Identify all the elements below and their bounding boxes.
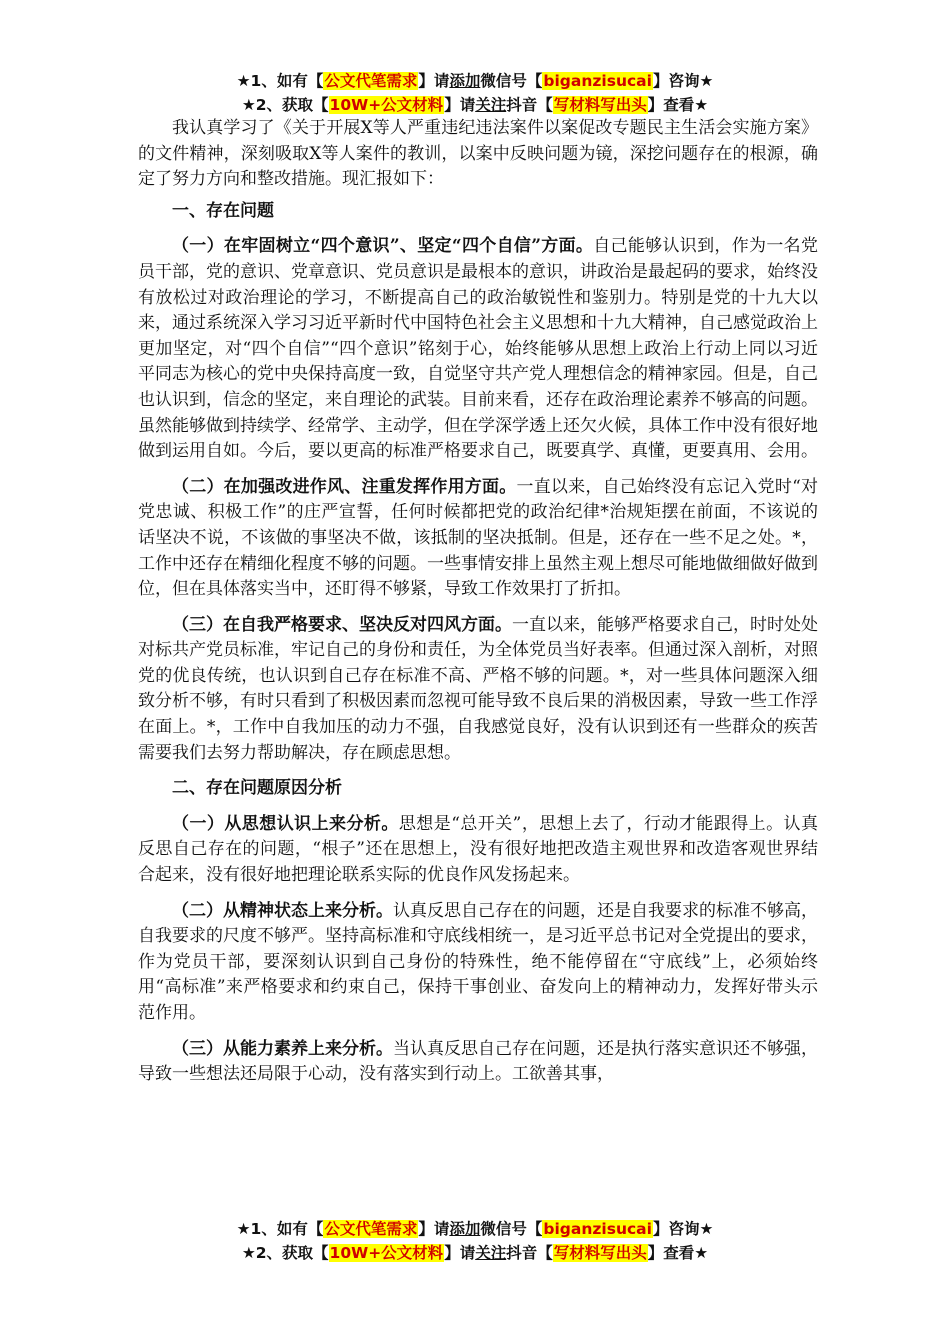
promo-emphasis: 关注 xyxy=(475,1244,507,1262)
promo-text: ★2、获取【 xyxy=(241,1244,329,1262)
promo-highlight: 10W+公文材料 xyxy=(329,96,444,114)
document-body xyxy=(138,116,818,1098)
paragraph xyxy=(138,613,818,767)
promo-banner-top-line2 xyxy=(0,94,950,116)
promo-emphasis: 添加 xyxy=(449,1220,481,1238)
promo-douyin-id: 写材料写出头 xyxy=(553,96,647,114)
promo-text: 】请 xyxy=(444,96,476,114)
paragraph-lead: （二）从精神状态上来分析。 xyxy=(172,900,393,921)
promo-text: 微信号【 xyxy=(480,72,543,90)
paragraph-text: 思想是“总开关”，思想上去了，行动才能跟得上。认真反思自己存在的问题，“根子”还在思想上，没有很好地把改造主观世界和改造客观世界结合起来，没有很好地把理论联系实际的优良作风发扬起来。 xyxy=(138,813,818,886)
promo-text: 抖音【 xyxy=(506,1244,553,1262)
promo-text: 】请 xyxy=(418,72,450,90)
paragraph xyxy=(138,475,818,603)
paragraph-text: 自己能够认识到，作为一名党员干部，党的意识、党章意识、党员意识是最根本的意识，讲政治是最起码的要求，始终没有放松过对政治理论的学习，不断提高自己的政治敏锐性和鉴别力。特别是党的十九大以来，通过系统深入学习习近平新时代中国特色社会主义思想和十九大精神，自己感觉政治上更加坚定，对“四个自信”“四个意识”铭刻于心，始终能够从思想上政治上行动上同以习近平同志为核心的党中央保持高度一致，自觉坚守共产党人理想信念的精神家园。但是，自己也认识到，信念的坚定，来自理论的武装。目前来看，还存在政治理论素养不够高的问题。虽然能够做到持续学、经常学、主动学，但在学深学透上还欠火候，具体工作中没有很好地做到运用自如。今后，要以更高的标准严格要求自己，既要真学、真懂，更要真用、会用。 xyxy=(138,236,818,462)
promo-douyin-id: 写材料写出头 xyxy=(553,1244,647,1262)
promo-text: 抖音【 xyxy=(506,96,553,114)
promo-highlight: 公文代笔需求 xyxy=(324,1220,418,1238)
promo-text: 】请 xyxy=(444,1244,476,1262)
promo-text: 】咨询★ xyxy=(652,72,714,90)
promo-wechat-id: biganzisucai xyxy=(543,72,652,90)
promo-text: 】查看★ xyxy=(647,1244,709,1262)
promo-banner-bottom-line2 xyxy=(0,1242,950,1264)
intro-paragraph: 我认真学习了《关于开展X等人严重违纪违法案件以案促改专题民主生活会实施方案》的文件精神，深刻吸取X等人案件的教训，以案中反映问题为镜，深挖问题存在的根源，确定了努力方向和整改措施。现汇报如下： xyxy=(138,118,818,190)
paragraph xyxy=(138,812,818,889)
promo-text: ★2、获取【 xyxy=(241,96,329,114)
paragraph-text: 一直以来，自己始终没有忘记入党时“对党忠诚、积极工作”的庄严宣誓，任何时候都把党的政治纪律*治规矩摆在前面，不该说的话坚决不说，不该做的事坚决不做，该抵制的坚决抵制。但是，还存在一些不足之处。*，工作中还存在精细化程度不够的问题。一些事情安排上虽然主观上想尽可能地做细做好做到位，但在具体落实当中，还盯得不够紧，导致工作效果打了折扣。 xyxy=(138,476,818,600)
paragraph-text: 当认真反思自己存在问题，还是执行落实意识还不够强，导致一些想法还局限于心动，没有落实到行动上。工欲善其事， xyxy=(138,1038,818,1085)
promo-banner-top-line1 xyxy=(0,70,950,92)
paragraph-text: 认真反思自己存在的问题，还是自我要求的标准不够高，自我要求的尺度不够严。坚持高标准和守底线相统一，是习近平总书记对全党提出的要求，作为党员干部，要深刻认识到自己身份的特殊性，绝不能停留在“守底线”上，必须始终用“高标准”来严格要求和约束自己，保持干事创业、奋发向上的精神动力，发挥好带头示范作用。 xyxy=(138,900,818,1023)
section-heading: 一、存在问题 xyxy=(172,200,274,221)
promo-text: ★1、如有【 xyxy=(236,72,324,90)
promo-text: 】请 xyxy=(418,1220,450,1238)
promo-highlight: 10W+公文材料 xyxy=(329,1244,444,1262)
promo-text: 】咨询★ xyxy=(652,1220,714,1238)
promo-emphasis: 关注 xyxy=(475,96,507,114)
paragraph-lead: （三）从能力素养上来分析。 xyxy=(172,1038,393,1059)
paragraph-lead: （三）在自我严格要求、坚决反对四风方面。 xyxy=(172,614,512,635)
promo-emphasis: 添加 xyxy=(449,72,481,90)
promo-text: 】查看★ xyxy=(647,96,709,114)
paragraph-lead: （一）在牢固树立“四个意识”、坚定“四个自信”方面。 xyxy=(172,236,594,257)
promo-banner-bottom-line1 xyxy=(0,1218,950,1240)
section-heading: 二、存在问题原因分析 xyxy=(172,778,342,799)
paragraph-lead: （二）在加强改进作风、注重发挥作用方面。 xyxy=(172,476,517,497)
promo-highlight: 公文代笔需求 xyxy=(324,72,418,90)
paragraph-text: 一直以来，能够严格要求自己，时时处处对标共产党员标准，牢记自己的身份和责任，为全体党员当好表率。但通过深入剖析，对照党的优良传统，也认识到自己存在标准不高、严格不够的问题。*，对一些具体问题深入细致分析不够，有时只看到了积极因素而忽视可能导致不良后果的消极因素，导致一些工作浮在面上。*，工作中自我加压的动力不强，自我感觉良好，没有认识到还有一些群众的疾苦需要我们去努力帮助解决，存在顾虑思想。 xyxy=(138,614,818,763)
promo-wechat-id: biganzisucai xyxy=(543,1220,652,1238)
promo-text: ★1、如有【 xyxy=(236,1220,324,1238)
paragraph xyxy=(138,1037,818,1088)
paragraph xyxy=(138,899,818,1027)
promo-text: 微信号【 xyxy=(480,1220,543,1238)
paragraph xyxy=(138,234,818,464)
paragraph-lead: （一）从思想认识上来分析。 xyxy=(172,813,399,834)
